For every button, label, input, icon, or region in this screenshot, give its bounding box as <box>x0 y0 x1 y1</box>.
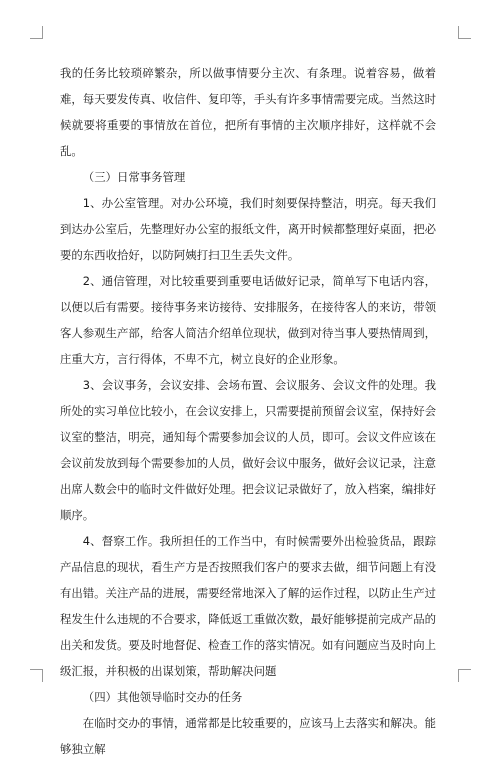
crop-mark-top-right <box>458 26 471 39</box>
crop-mark-top-left <box>30 26 43 39</box>
paragraph-communication-management: 2、通信管理，对比较重要到重要电话做好记录，简单写下电话内容，以便以后有需要。接待事务来访接待、安排服务，在接待客人的来访，带领客人参观生产部，给客人简洁介绍单位现状，做到对待当事人要热情周到，庄重大方，言行得体，不卑不亢，树立良好的企业形象。 <box>60 274 436 366</box>
section-heading-daily-affairs: （三）日常事务管理 <box>82 170 186 184</box>
paragraph-supervision-work: 4、督察工作。我所担任的工作当中，有时候需要外出检验货品，跟踪产品信息的现状，看生产方是否按照我们客户的要求去做，细节问题上有没有出错。关注产品的进展，需要经常地深入了解的运作过程，以防止生产过程发生什么违规的不合要求，降低返工重做次数，最好能够提前完成产品的出关和发货。要及时地督促、检查工作的落实情况。如有问题应当及时向上级汇报，并积极的出谋划策，帮助解决问题 <box>60 534 436 678</box>
crop-mark-bottom-right <box>458 669 471 682</box>
paragraph-continuation: 我的任务比较琐碎繁杂，所以做事情要分主次、有条理。说着容易，做着难，每天要发传真、收信件、复印等，手头有许多事情需要完成。当然这时候就要将重要的事情放在首位，把所有事情的主次顺序排好，这样就不会乱。 <box>60 66 436 158</box>
paragraph-temporary-tasks: 在临时交办的事情，通常都是比较重要的，应该马上去落实和解决。能够独立解 <box>60 716 436 756</box>
section-heading-other-tasks: （四）其他领导临时交办的任务 <box>82 690 243 704</box>
crop-mark-bottom-left <box>30 669 43 682</box>
document-page <box>60 60 436 762</box>
paragraph-office-management: 1、办公室管理。对办公环境，我们时刻要保持整洁，明亮。每天我们到达办公室后，先整理好办公室的报纸文件，离开时候都整理好桌面，把必要的东西收拾好，以防阿姨打扫卫生丢失文件。 <box>60 196 436 262</box>
paragraph-meeting-affairs: 3、会议事务，会议安排、会场布置、会议服务、会议文件的处理。我所处的实习单位比较小，在会议安排上，只需要提前预留会议室，保持好会议室的整洁，明亮，通知每个需要参加会议的人员，即可。会议文件应该在会议前发放到每个需要参加的人员，做好会议中服务，做好会议记录，注意出席人数会中的临时文件做好处理。把会议记录做好了，放入档案，编排好顺序。 <box>60 378 436 522</box>
